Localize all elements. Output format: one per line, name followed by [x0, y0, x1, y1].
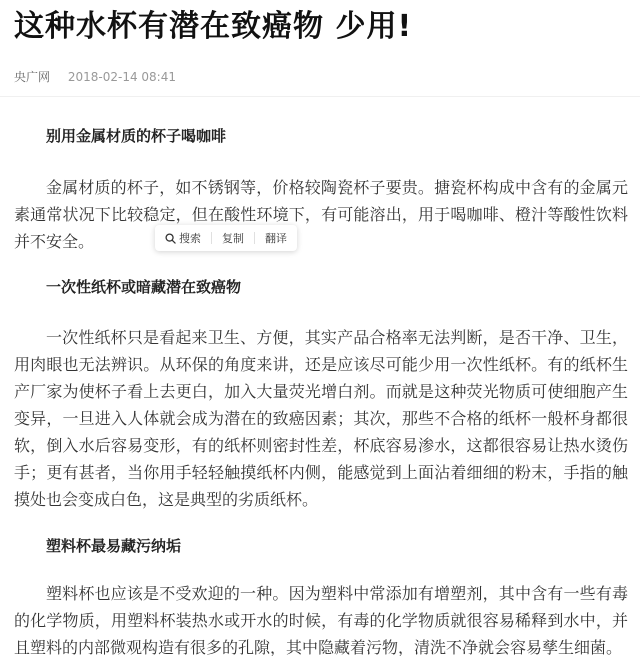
article-meta — [14, 68, 176, 86]
translate-label: 翻译 — [265, 232, 287, 245]
copy-button[interactable] — [220, 230, 246, 246]
section-heading: 别用金属材质的杯子喝咖啡 — [46, 127, 227, 145]
section-heading: 塑料杯最易藏污纳垢 — [46, 537, 182, 555]
search-icon — [165, 233, 176, 244]
selection-toolbar — [155, 225, 297, 251]
toolbar-separator — [254, 232, 255, 244]
section-heading: 一次性纸杯或暗藏潜在致癌物 — [46, 278, 242, 296]
header-divider — [0, 96, 640, 97]
translate-button[interactable] — [263, 230, 289, 246]
article-source[interactable]: 央广网 — [14, 70, 51, 84]
copy-label: 复制 — [222, 232, 244, 245]
search-button[interactable] — [163, 230, 203, 246]
section-paragraph: 塑料杯也应该是不受欢迎的一种。因为塑料中常添加有增塑剂，其中含有一些有毒的化学物质，用塑料杯装热水或开水的时候，有毒的化学物质就很容易稀释到水中，并且塑料的内部微观构造有很多的孔隙，其中隐藏着污物，清洗不净就会容易孳生细菌。 — [14, 584, 628, 656]
article-title: 这种水杯有潜在致癌物 少用! — [14, 9, 413, 44]
section-paragraph: 金属材质的杯子，如不锈钢等，价格较陶瓷杯子要贵。搪瓷杯构成中含有的金属元素通常状况下比较稳定，但在酸性环境下，有可能溶出，用于喝咖啡、橙汁等酸性饮料并不安全。 — [14, 178, 628, 251]
toolbar-separator — [211, 232, 212, 244]
section-paragraph: 一次性纸杯只是看起来卫生、方便，其实产品合格率无法判断，是否干净、卫生，用肉眼也无法辨识。从环保的角度来讲，还是应该尽可能少用一次性纸杯。有的纸杯生产厂家为使杯子看上去更白，加入大量荧光增白剂。而就是这种荧光物质可使细胞产生变异，一旦进入人体就会成为潜在的致癌因素；其次，那些不合格的纸杯一般杯身都很软，倒入水后容易变形，有的纸杯则密封性差，杯底容易渗水，这都很容易让热水烫伤手；更有甚者，当你用手轻轻触摸纸杯内侧，能感觉到上面沾着细细的粉末，手指的触摸处也会变成白色，这是典型的劣质纸杯。 — [14, 328, 628, 509]
article-timestamp: 2018-02-14 08:41 — [67, 70, 176, 84]
search-label: 搜索 — [179, 232, 201, 245]
